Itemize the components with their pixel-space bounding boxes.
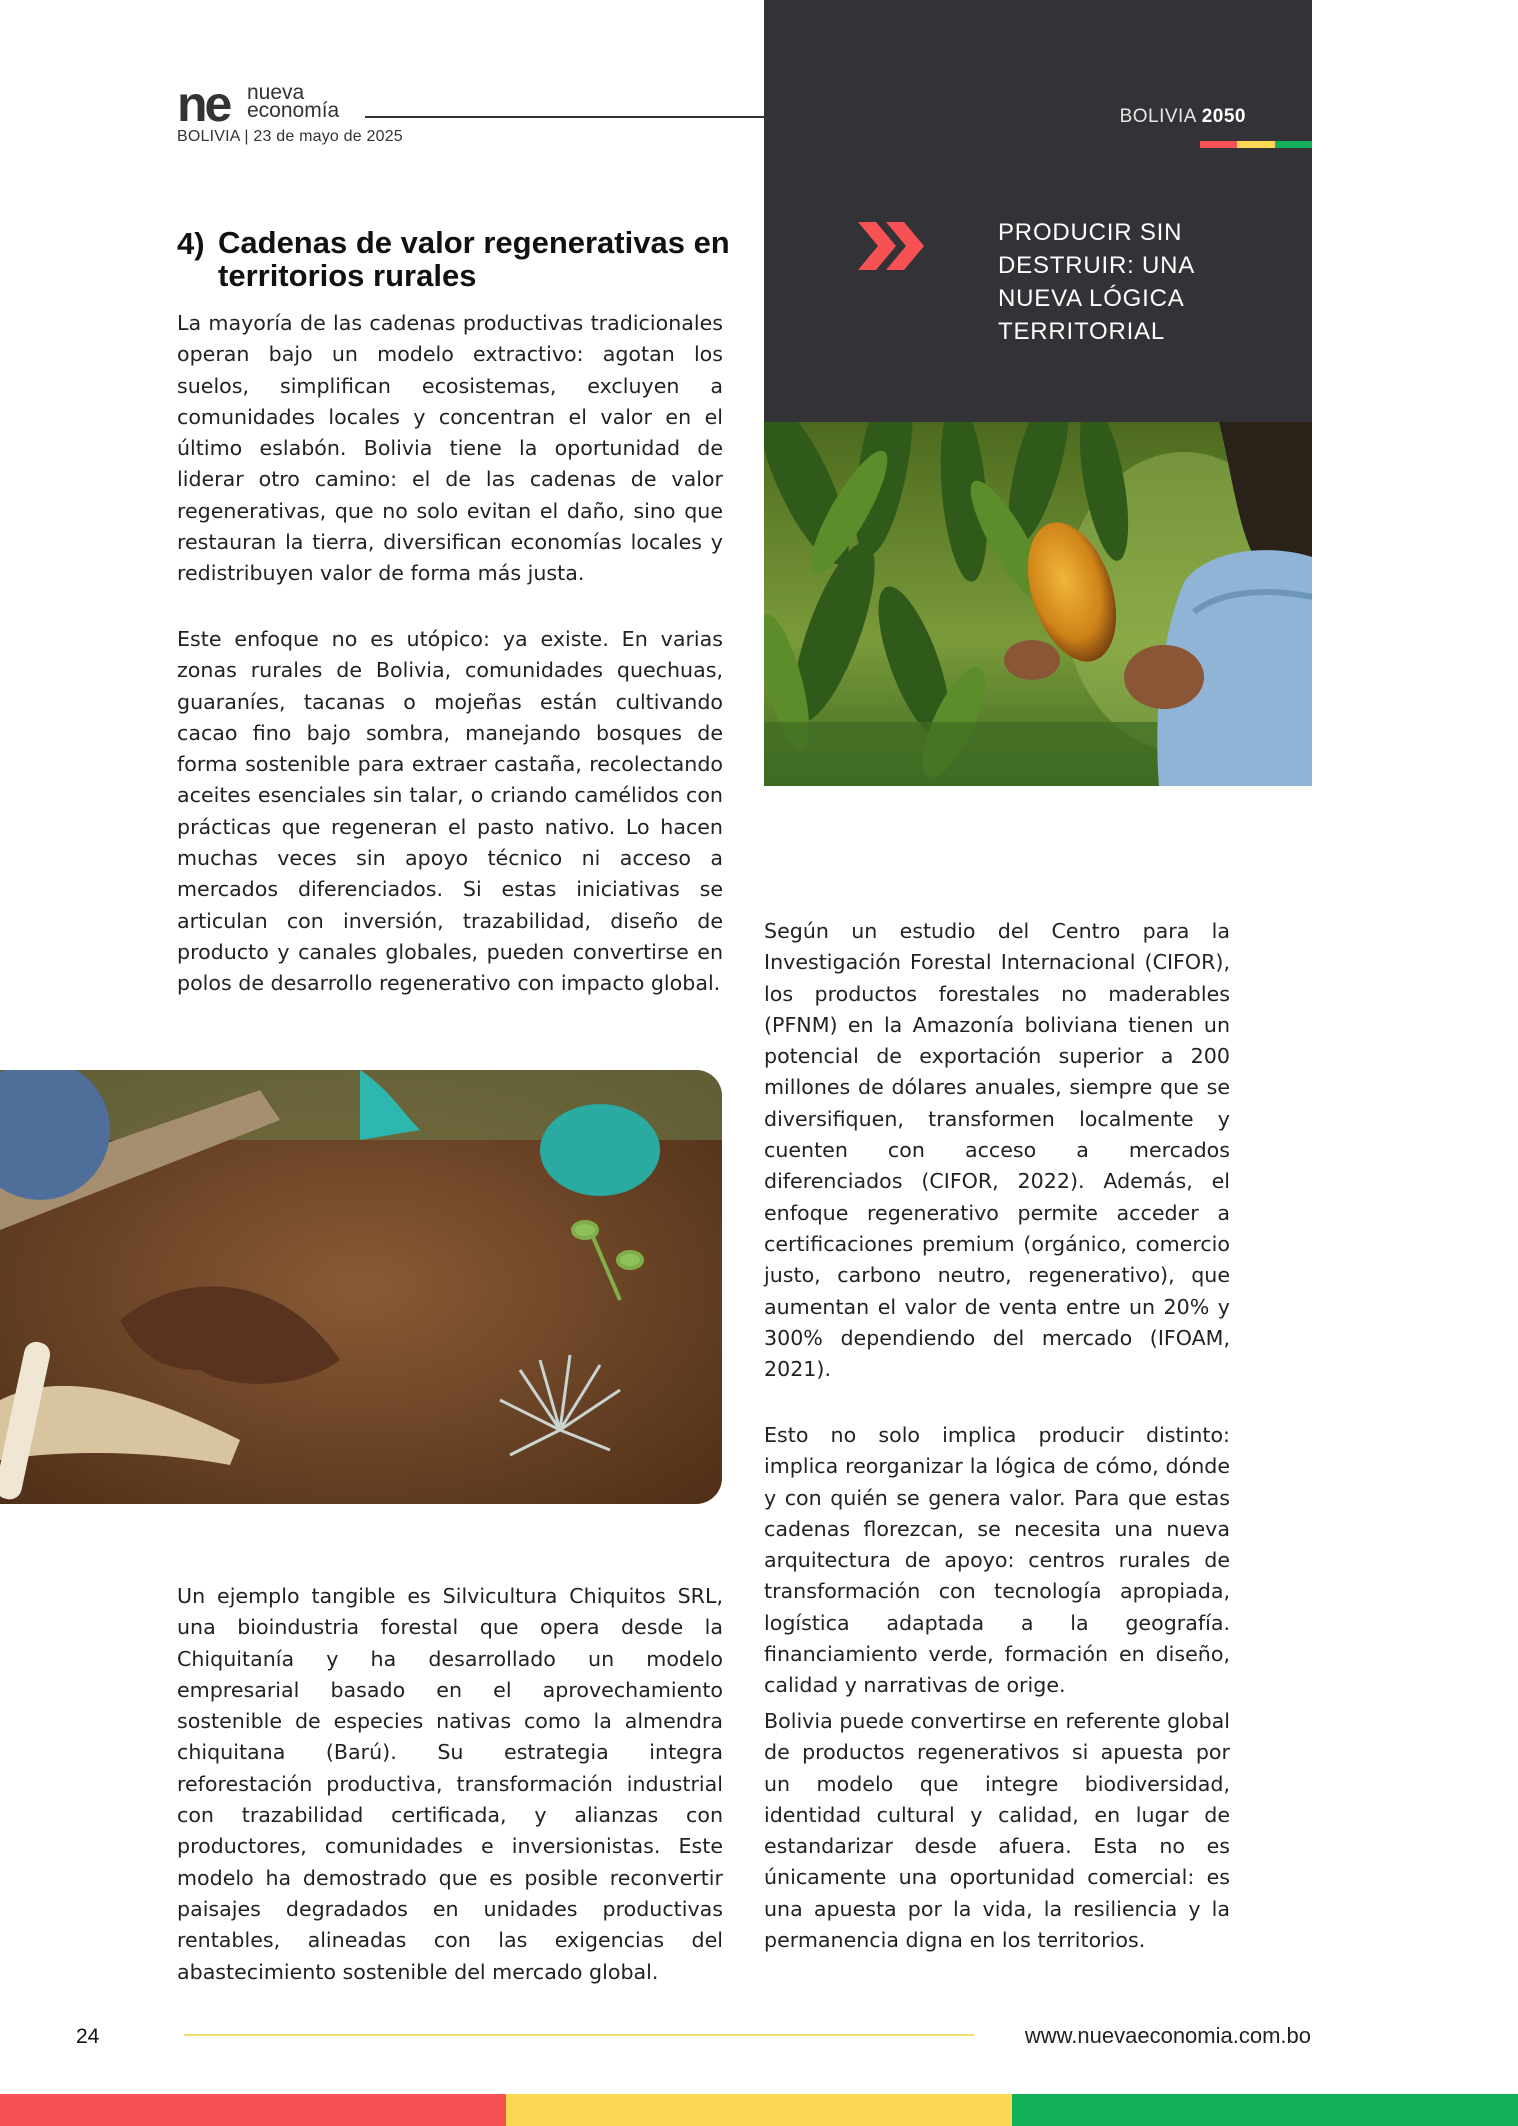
- brand-prefix: BOLIVIA: [1119, 106, 1196, 127]
- body-paragraph-4: Según un estudio del Centro para la Investigación Forestal Internacional (CIFOR), los productos forestales no maderables (PFNM) en la Amazonía boliviana tienen un potencial de exportación superior a 200 millones de dólares anuales, siempre que se diversifiquen, transformen localmente y cuenten con acceso a mercados diferenciados (CIFOR, 2022). Además, el enfoque regenerativo permite acceder a certificaciones premium (orgánico, comercio justo, carbono neutro, regenerativo), que aumentan el valor de venta entre un 20% y 300% dependiendo del mercado (IFOAM, 2021).: [764, 919, 1230, 1382]
- logo-word-nueva: nueva: [247, 81, 305, 104]
- section-number: 4): [177, 226, 205, 261]
- body-paragraph-2: Este enfoque no es utópico: ya existe. En varias zonas rurales de Bolivia, comunidades quechuas, guaraníes, tacanas o mojeñas están cultivando cacao fino bajo sombra, manejando bosques de forma sostenible para extraer castaña, recolectando aceites esenciales sin talar, o criando camélidos con prácticas que regeneran el pasto nativo. Lo hacen muchas veces sin apoyo técnico ni acceso a mercados diferenciados. Si estas iniciativas se articulan con inversión, trazabilidad, diseño de producto y canales globales, pueden convertirse en polos de desarrollo regenerativo con impacto global.: [177, 627, 723, 996]
- body-paragraph-6: Bolivia puede convertirse en referente global de productos regenerativos si apuesta por un modelo que integre biodiversidad, identidad cultural y calidad, en lugar de estandarizar desde afuera. Esta no es únicamente una oportunidad comercial: es una apuesta por la vida, la resiliencia y la permanencia digna en los territorios.: [764, 1709, 1230, 1953]
- body-paragraph-5: Esto no solo implica producir distinto: implica reorganizar la lógica de cómo, dónde y con quién se genera valor. Para que estas cadenas florezcan, se necesita una nueva arquitectura de apoyo: centros rurales de transformación con tecnología apropiada, logística adaptada a la geografía. financiamiento verde, formación en diseño, calidad y narrativas de orige.: [764, 1423, 1230, 1698]
- footer-stripe-red: [0, 2094, 506, 2126]
- footer-stripe-green: [1012, 2094, 1518, 2126]
- logo-mark: ne: [177, 76, 230, 132]
- page-number: 24: [76, 2025, 100, 2048]
- footer-color-band: [0, 2094, 1518, 2126]
- logo-wordmark: [247, 81, 340, 122]
- brand-year: 2050: [1201, 106, 1246, 127]
- body-paragraph-3: Un ejemplo tangible es Silvicultura Chiquitos SRL, una bioindustria forestal que opera desde la Chiquitanía y ha desarrollado un modelo empresarial basado en el aprovechamiento sostenible de especies nativas como la almendra chiquitana (Barú). Su estrategia integra reforestación productiva, transformación industrial con trazabilidad certificada, y alianzas con productores, comunidades e inversionistas. Este modelo ha demostrado que es posible reconvertir paisajes degradados en unidades productivas rentables, alineadas con las exigencias del abastecimiento sostenible del mercado global.: [177, 1584, 723, 1984]
- logo-word-economia: economía: [247, 99, 340, 122]
- header-divider: [365, 116, 765, 118]
- footer-divider: [184, 2034, 974, 2036]
- section-banner-panel: [764, 0, 1312, 422]
- dateline: BOLIVIA | 23 de mayo de 2025: [177, 128, 403, 145]
- panel-title: PRODUCIR SIN DESTRUIR: UNA NUEVA LÓGICA TERRITORIAL: [998, 219, 1194, 345]
- double-chevron-icon: [858, 222, 928, 270]
- brand-color-stripes: [1200, 141, 1312, 148]
- body-paragraph-1: La mayoría de las cadenas productivas tradicionales operan bajo un modelo extractivo: agotan los suelos, simplifican ecosistemas, excluyen a comunidades locales y concentran el valor en el último eslabón. Bolivia tiene la oportunidad de liderar otro camino: el de las cadenas de valor regenerativas, que no solo evitan el daño, sino que restauran la tierra, diversifican economías locales y redistribuyen valor de forma más justa.: [177, 311, 723, 586]
- brand-label: [1120, 106, 1246, 128]
- section-title: Cadenas de valor regenerativas en territorios rurales: [218, 225, 730, 293]
- footer-website-link[interactable]: www.nuevaeconomia.com.bo: [1024, 2023, 1311, 2048]
- footer-stripe-yellow: [506, 2094, 1012, 2126]
- cacao-harvest-image: [764, 422, 1312, 786]
- stripe-yellow: [1237, 141, 1274, 148]
- stripe-green: [1275, 141, 1312, 148]
- stripe-red: [1200, 141, 1237, 148]
- planting-soil-image: [0, 1070, 722, 1504]
